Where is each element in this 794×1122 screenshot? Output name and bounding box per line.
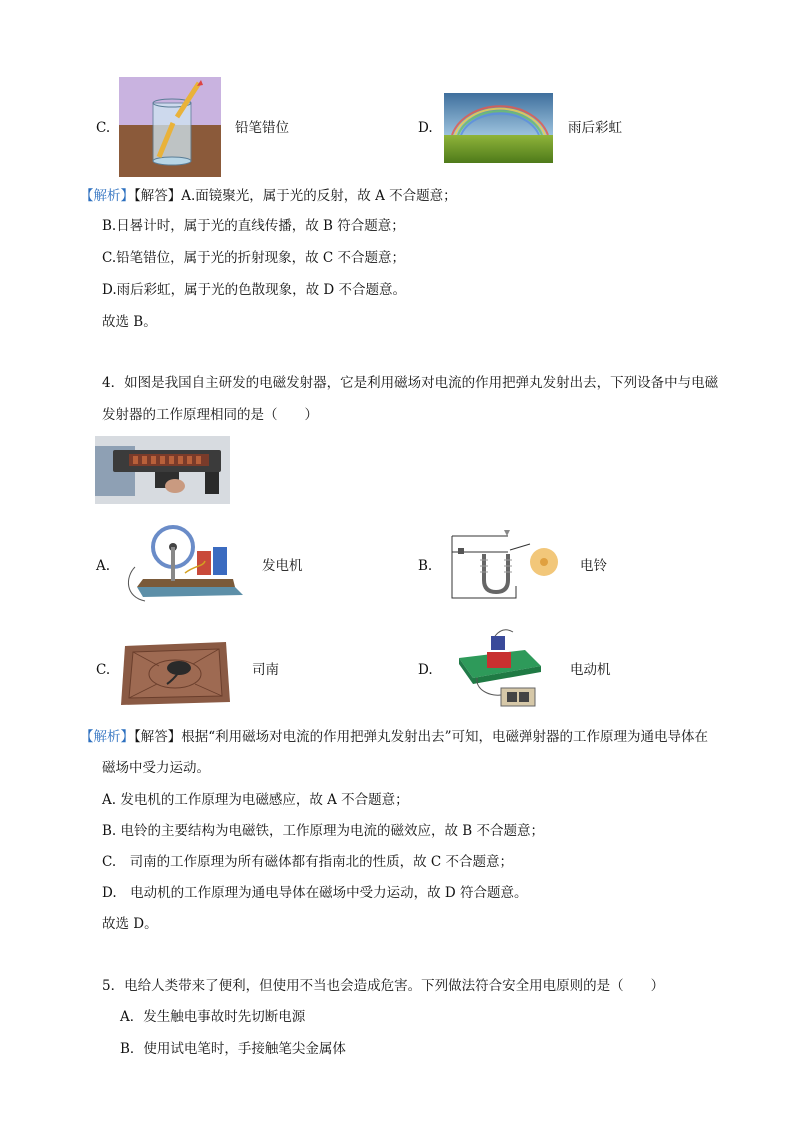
q4-analysis-first-line — [80, 727, 708, 747]
electric-bell-image — [446, 526, 564, 601]
q4-option-a-letter: A. — [96, 558, 111, 574]
analysis-line: C. 司南的工作原理为所有磁体都有指南北的性质，故 C 不合题意； — [102, 854, 514, 870]
q4-option-c-caption: 司南 — [252, 662, 279, 678]
q3-option-d-caption: 雨后彩虹 — [568, 120, 622, 136]
q4-option-a-caption: 发电机 — [262, 558, 303, 574]
q4-stem-line1: 4．如图是我国自主研发的电磁发射器，它是利用磁场对电流的作用把弹丸发射出去，下列设备中与电磁 — [102, 375, 719, 391]
generator-image — [125, 517, 247, 605]
analysis-line: 故选 D。 — [102, 916, 158, 932]
q4-option-b-caption: 电铃 — [580, 558, 607, 574]
compass-sinan-image — [119, 640, 232, 707]
answer-tag: 【解答】 — [134, 188, 182, 204]
analysis-line: D.雨后彩虹，属于光的色散现象，故 D 不合题意。 — [102, 282, 407, 298]
analysis-text: A.面镜聚光，属于光的反射，故 A 不合题意； — [181, 188, 457, 204]
rainbow-image — [444, 93, 553, 163]
electric-motor-image — [455, 622, 545, 714]
q4-option-c-letter: C. — [96, 662, 111, 678]
q3-option-d-letter: D. — [418, 120, 433, 136]
q3-analysis-first-line — [80, 186, 457, 206]
q5-stem: 5．电给人类带来了便利，但使用不当也会造成危害。下列做法符合安全用电原则的是（ ） — [102, 978, 665, 994]
analysis-tag: 【解析】 — [80, 729, 134, 745]
analysis-line: B.日晷计时，属于光的直线传播，故 B 符合题意； — [102, 218, 405, 234]
analysis-line: A. 发电机的工作原理为电磁感应，故 A 不合题意； — [102, 792, 409, 808]
pencil-in-water-image — [119, 77, 221, 177]
q3-option-c-letter: C. — [96, 120, 111, 136]
analysis-line: 磁场中受力运动。 — [102, 760, 210, 776]
q4-option-d-letter: D. — [418, 662, 433, 678]
analysis-line: C.铅笔错位，属于光的折射现象，故 C 不合题意； — [102, 250, 406, 266]
analysis-tag: 【解析】 — [80, 188, 134, 204]
analysis-line: B. 电铃的主要结构为电磁铁，工作原理为电流的磁效应，故 B 不合题意； — [102, 823, 545, 839]
q4-option-b-letter: B. — [418, 558, 433, 574]
q5-option-b: B．使用试电笔时，手接触笔尖金属体 — [120, 1041, 346, 1057]
q3-option-c-caption: 铅笔错位 — [235, 120, 289, 136]
q4-stem-line2: 发射器的工作原理相同的是（ ） — [102, 407, 318, 423]
q5-option-a: A．发生触电事故时先切断电源 — [120, 1009, 306, 1025]
analysis-text: 根据“利用磁场对电流的作用把弹丸发射出去”可知，电磁弹射器的工作原理为通电导体在 — [181, 729, 709, 745]
q4-option-d-caption: 电动机 — [570, 662, 611, 678]
analysis-line: D. 电动机的工作原理为通电导体在磁场中受力运动，故 D 符合题意。 — [102, 885, 528, 901]
electromagnetic-launcher-image — [95, 436, 230, 504]
answer-tag: 【解答】 — [134, 729, 182, 745]
analysis-line: 故选 B。 — [102, 314, 157, 330]
